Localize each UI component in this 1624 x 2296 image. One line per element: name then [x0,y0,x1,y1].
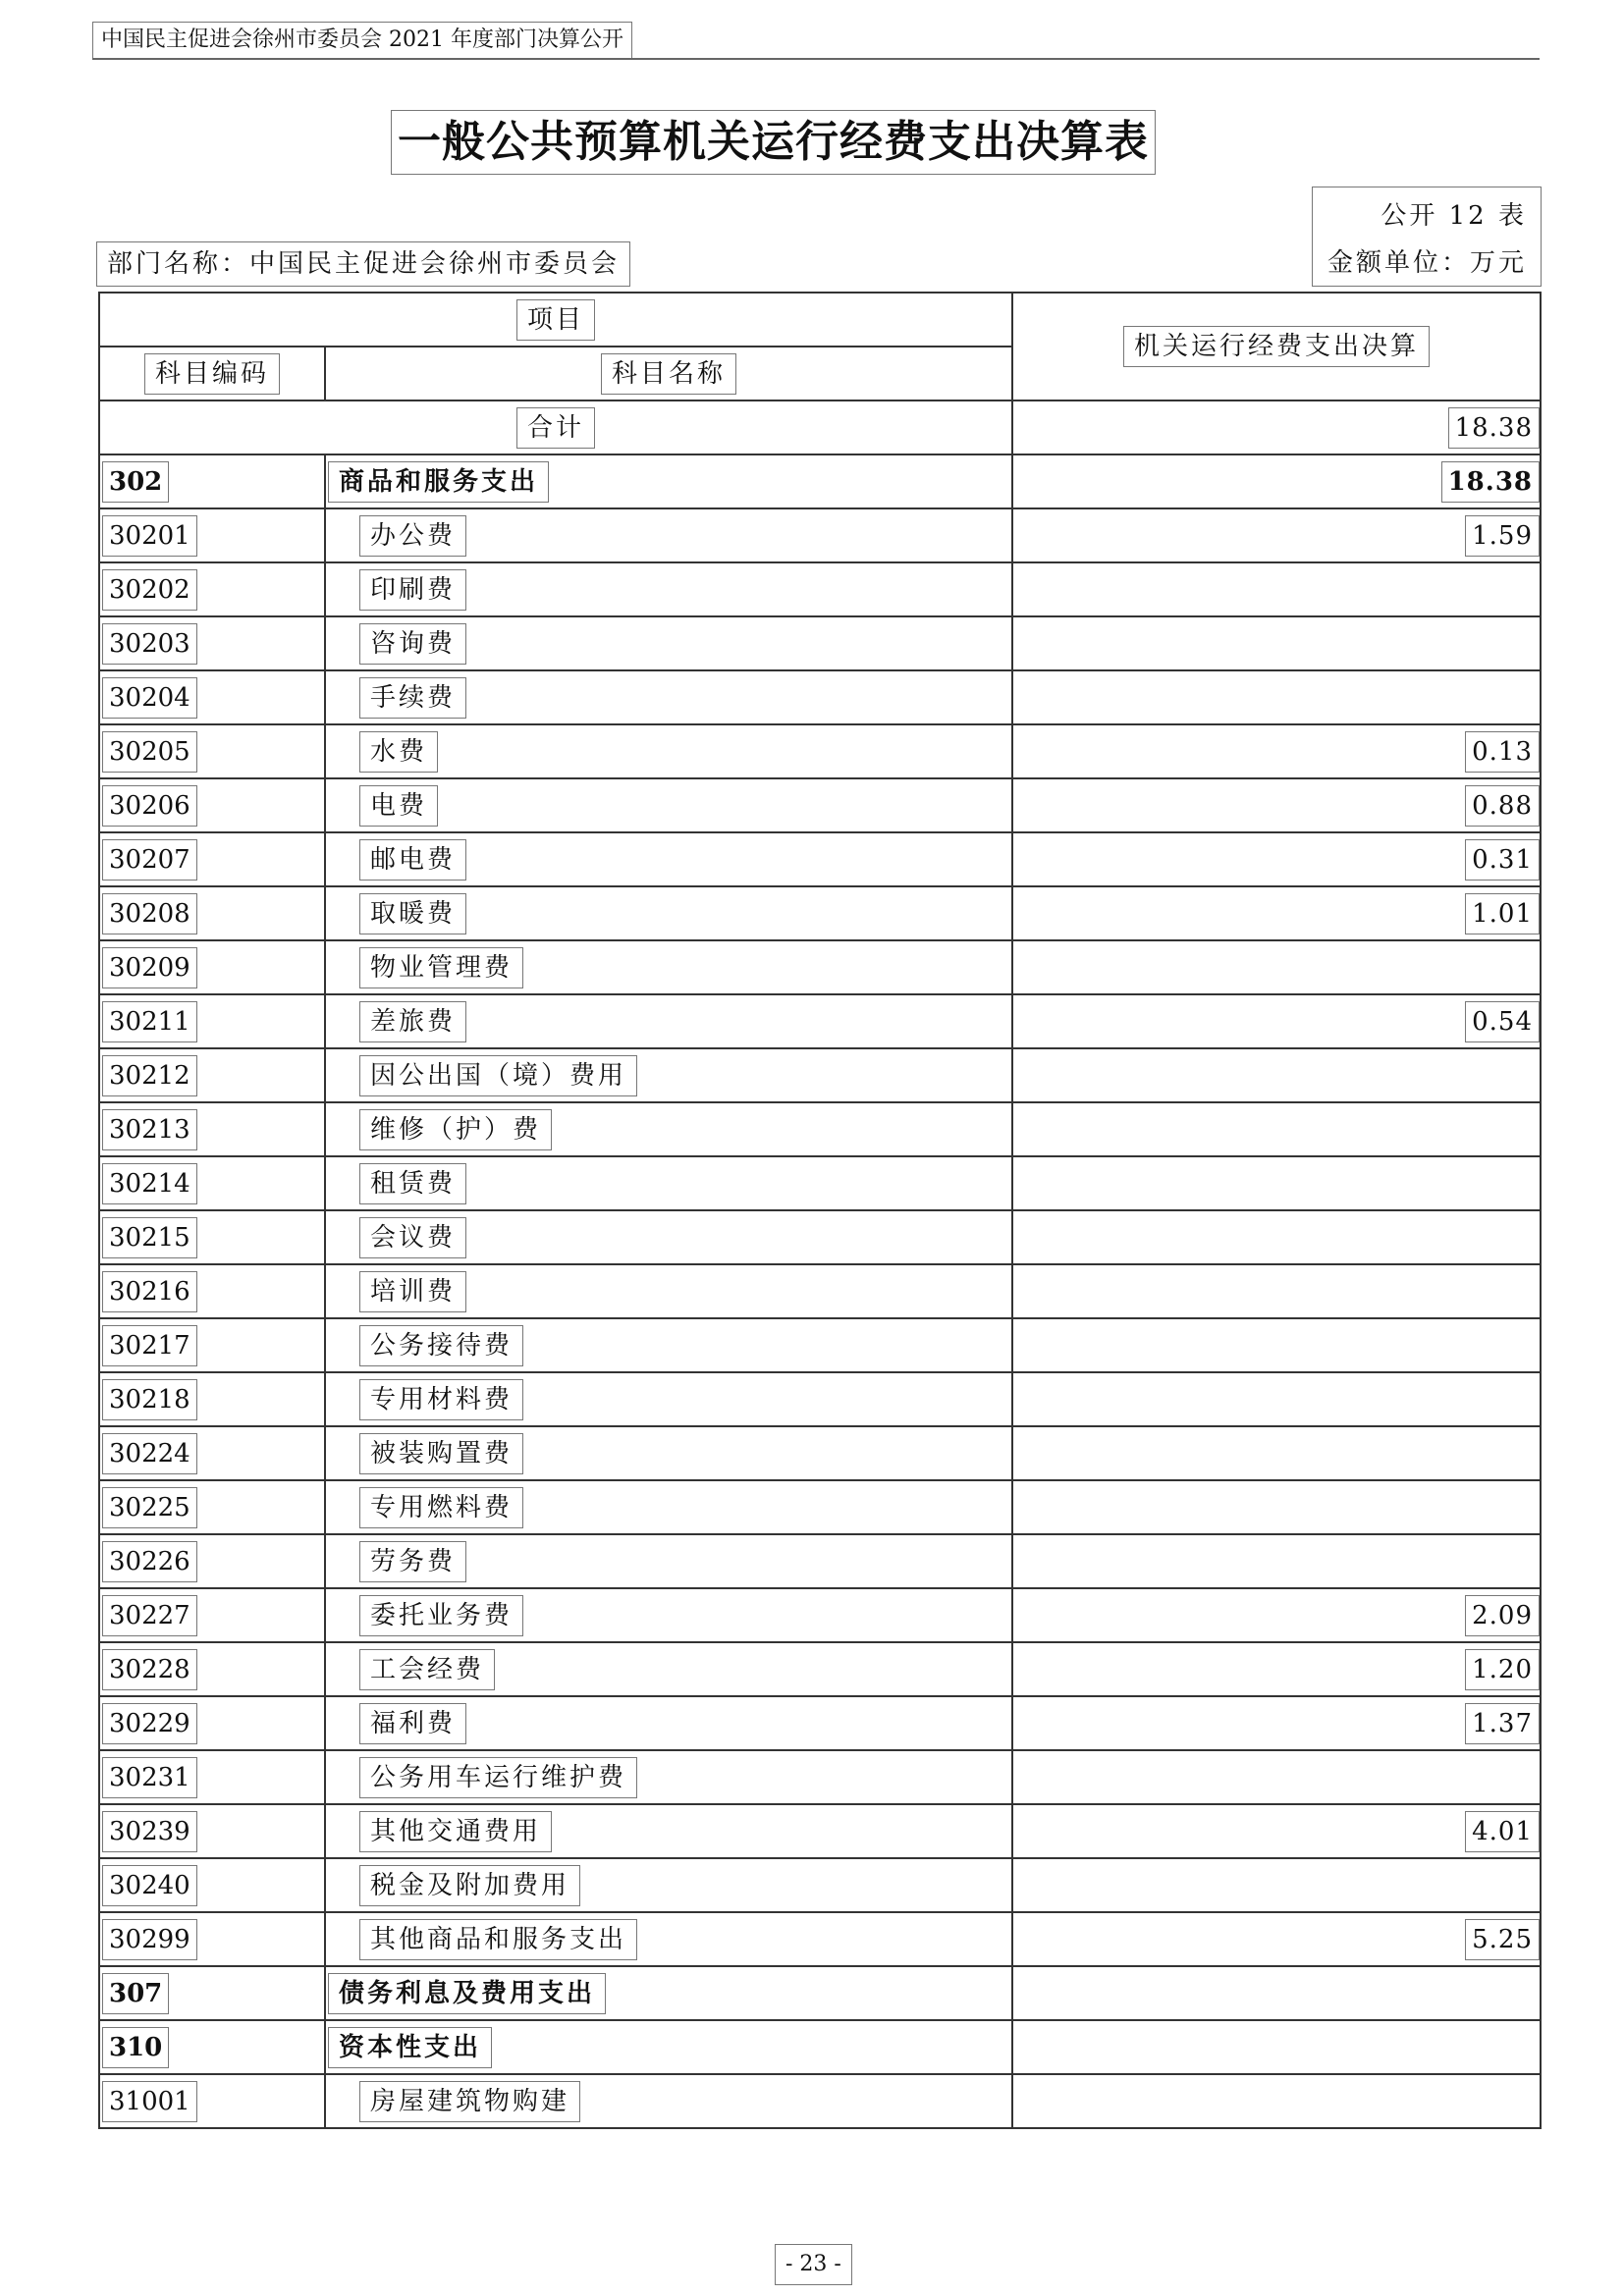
row-name: 办公费 [359,515,466,557]
table-row [99,778,1541,832]
row-name: 劳务费 [359,1541,466,1582]
running-header: 中国民主促进会徐州市委员会 2021 年度部门决算公开 [92,22,632,59]
header-project: 项目 [516,299,595,341]
table-row [99,940,1541,994]
form-info-block [1312,187,1542,287]
code-cell [99,1102,325,1156]
table-row [99,1912,1541,1966]
row-name: 培训费 [359,1271,466,1312]
table-row [99,2020,1541,2074]
table-row [99,1048,1541,1102]
table-row [99,2074,1541,2128]
row-code: 30215 [102,1217,197,1258]
row-code: 30225 [102,1487,197,1528]
amount-cell [1012,1750,1541,1804]
amount-cell [1012,670,1541,724]
code-cell [99,1642,325,1696]
table-row [99,994,1541,1048]
row-name: 租赁费 [359,1163,466,1204]
table-row [99,1696,1541,1750]
row-amount: 0.13 [1465,731,1540,773]
row-code: 30216 [102,1271,197,1312]
name-cell [325,2074,1012,2128]
row-name: 差旅费 [359,1001,466,1042]
amount-cell [1012,1696,1541,1750]
name-cell [325,1696,1012,1750]
row-name: 咨询费 [359,623,466,665]
name-cell [325,832,1012,886]
row-name: 债务利息及费用支出 [328,1973,606,2014]
table-row [99,1210,1541,1264]
row-code: 30227 [102,1595,197,1636]
total-label-cell [99,400,1012,454]
amount-cell [1012,994,1541,1048]
name-cell [325,1102,1012,1156]
row-name: 物业管理费 [359,947,523,988]
name-cell [325,1264,1012,1318]
table-row [99,1804,1541,1858]
table-row [99,1750,1541,1804]
name-cell [325,886,1012,940]
row-code: 302 [102,461,169,503]
code-cell [99,1750,325,1804]
amount-cell [1012,1480,1541,1534]
code-cell [99,1804,325,1858]
code-cell [99,940,325,994]
name-cell [325,1804,1012,1858]
row-code: 30224 [102,1433,197,1474]
table-row [99,1426,1541,1480]
row-name: 资本性支出 [328,2027,492,2068]
name-cell [325,724,1012,778]
department-name: 部门名称：中国民主促进会徐州市委员会 [96,241,630,287]
name-cell [325,1642,1012,1696]
amount-cell [1012,1210,1541,1264]
code-cell [99,1156,325,1210]
amount-cell [1012,454,1541,508]
row-amount: 5.25 [1465,1919,1540,1960]
header-amount-cell [1012,293,1541,400]
page-title: 一般公共预算机关运行经费支出决算表 [391,110,1156,175]
row-name: 专用材料费 [359,1379,523,1420]
row-code: 30208 [102,893,197,934]
table-row [99,1372,1541,1426]
code-cell [99,1210,325,1264]
row-amount: 0.88 [1465,785,1540,827]
row-name: 邮电费 [359,839,466,881]
table-row [99,1534,1541,1588]
row-code: 30240 [102,1865,197,1906]
row-code: 30231 [102,1757,197,1798]
amount-cell [1012,1102,1541,1156]
row-amount: 4.01 [1465,1811,1540,1852]
amount-cell [1012,1858,1541,1912]
row-code: 30206 [102,785,197,827]
row-amount: 18.38 [1441,461,1540,503]
row-amount: 1.20 [1465,1649,1540,1690]
row-name: 其他交通费用 [359,1811,552,1852]
table-row [99,724,1541,778]
table-row [99,1318,1541,1372]
name-cell [325,1426,1012,1480]
row-name: 福利费 [359,1703,466,1744]
row-code: 30212 [102,1055,197,1096]
row-name: 维修（护）费 [359,1109,552,1150]
code-cell [99,1966,325,2020]
row-amount: 2.09 [1465,1595,1540,1636]
amount-cell [1012,508,1541,562]
header-code: 科目编码 [144,353,280,395]
amount-cell [1012,940,1541,994]
amount-cell [1012,562,1541,616]
row-name: 取暖费 [359,893,466,934]
row-name: 其他商品和服务支出 [359,1919,637,1960]
row-code: 30207 [102,839,197,881]
row-name: 水费 [359,731,438,773]
code-cell [99,1534,325,1588]
code-cell [99,832,325,886]
code-cell [99,1696,325,1750]
code-cell [99,508,325,562]
table-row [99,1156,1541,1210]
name-cell [325,670,1012,724]
row-name: 公务用车运行维护费 [359,1757,637,1798]
table-row [99,1264,1541,1318]
name-cell [325,940,1012,994]
row-amount: 1.59 [1465,515,1540,557]
row-name: 税金及附加费用 [359,1865,580,1906]
row-name: 电费 [359,785,438,827]
table-row [99,1102,1541,1156]
amount-cell [1012,1534,1541,1588]
table-row [99,562,1541,616]
name-cell [325,1858,1012,1912]
amount-cell [1012,616,1541,670]
total-label: 合计 [516,407,595,449]
row-name: 印刷费 [359,569,466,611]
name-cell [325,1318,1012,1372]
row-name: 公务接待费 [359,1325,523,1366]
expenditure-table [98,292,1542,2129]
code-cell [99,1858,325,1912]
code-cell [99,670,325,724]
row-code: 30217 [102,1325,197,1366]
row-code: 30228 [102,1649,197,1690]
name-cell [325,454,1012,508]
row-code: 30229 [102,1703,197,1744]
amount-cell [1012,1966,1541,2020]
name-cell [325,1750,1012,1804]
amount-cell [1012,1804,1541,1858]
table-row [99,886,1541,940]
amount-cell [1012,886,1541,940]
amount-cell [1012,1318,1541,1372]
name-cell [325,1480,1012,1534]
row-amount: 0.54 [1465,1001,1540,1042]
row-code: 30202 [102,569,197,611]
table-row [99,616,1541,670]
name-cell [325,562,1012,616]
amount-cell [1012,1426,1541,1480]
row-code: 31001 [102,2081,197,2122]
page-number: - 23 - [775,2244,852,2285]
code-cell [99,1480,325,1534]
row-code: 30203 [102,623,197,665]
name-cell [325,1210,1012,1264]
code-cell [99,778,325,832]
header-rule [92,58,1540,60]
form-number: 公开 12 表 [1380,201,1527,231]
code-cell [99,994,325,1048]
amount-cell [1012,1372,1541,1426]
row-code: 30205 [102,731,197,773]
row-name: 房屋建筑物购建 [359,2081,580,2122]
row-amount: 0.31 [1465,839,1540,881]
amount-cell [1012,2074,1541,2128]
total-row [99,400,1541,454]
table-row [99,454,1541,508]
amount-cell [1012,1912,1541,1966]
row-code: 307 [102,1973,169,2014]
row-code: 30213 [102,1109,197,1150]
row-name: 手续费 [359,677,466,719]
table-row [99,670,1541,724]
code-cell [99,2020,325,2074]
row-code: 30211 [102,1001,197,1042]
total-value-cell [1012,400,1541,454]
table-row [99,1642,1541,1696]
amount-cell [1012,832,1541,886]
code-cell [99,616,325,670]
total-value: 18.38 [1448,407,1540,449]
row-code: 30218 [102,1379,197,1420]
header-code-cell [99,347,325,400]
name-cell [325,1534,1012,1588]
row-name: 专用燃料费 [359,1487,523,1528]
amount-unit: 金额单位：万元 [1326,248,1527,278]
row-name: 委托业务费 [359,1595,523,1636]
row-code: 310 [102,2027,169,2068]
code-cell [99,454,325,508]
table-row [99,1588,1541,1642]
code-cell [99,1264,325,1318]
amount-cell [1012,1264,1541,1318]
header-name: 科目名称 [601,353,736,395]
row-code: 30201 [102,515,197,557]
name-cell [325,994,1012,1048]
row-name: 因公出国（境）费用 [359,1055,637,1096]
table-header-row-1 [99,293,1541,347]
row-code: 30239 [102,1811,197,1852]
code-cell [99,1426,325,1480]
table-row [99,508,1541,562]
table-row [99,1480,1541,1534]
row-code: 30204 [102,677,197,719]
row-name: 被装购置费 [359,1433,523,1474]
name-cell [325,616,1012,670]
name-cell [325,778,1012,832]
table-row [99,1966,1541,2020]
name-cell [325,1156,1012,1210]
code-cell [99,1912,325,1966]
row-code: 30214 [102,1163,197,1204]
code-cell [99,1588,325,1642]
row-code: 30226 [102,1541,197,1582]
row-name: 商品和服务支出 [328,461,549,503]
amount-cell [1012,2020,1541,2074]
name-cell [325,1966,1012,2020]
name-cell [325,2020,1012,2074]
name-cell [325,1912,1012,1966]
code-cell [99,724,325,778]
code-cell [99,562,325,616]
row-code: 30299 [102,1919,197,1960]
code-cell [99,1372,325,1426]
amount-cell [1012,1588,1541,1642]
code-cell [99,1318,325,1372]
amount-cell [1012,724,1541,778]
name-cell [325,1588,1012,1642]
amount-cell [1012,1156,1541,1210]
code-cell [99,886,325,940]
table-row [99,832,1541,886]
amount-cell [1012,1642,1541,1696]
row-amount: 1.01 [1465,893,1540,934]
row-amount: 1.37 [1465,1703,1540,1744]
row-name: 工会经费 [359,1649,495,1690]
name-cell [325,1372,1012,1426]
table-row [99,1858,1541,1912]
amount-cell [1012,1048,1541,1102]
row-code: 30209 [102,947,197,988]
row-name: 会议费 [359,1217,466,1258]
header-name-cell [325,347,1012,400]
code-cell [99,2074,325,2128]
header-amount: 机关运行经费支出决算 [1123,326,1430,367]
amount-cell [1012,778,1541,832]
header-project-cell [99,293,1012,347]
name-cell [325,1048,1012,1102]
name-cell [325,508,1012,562]
code-cell [99,1048,325,1102]
